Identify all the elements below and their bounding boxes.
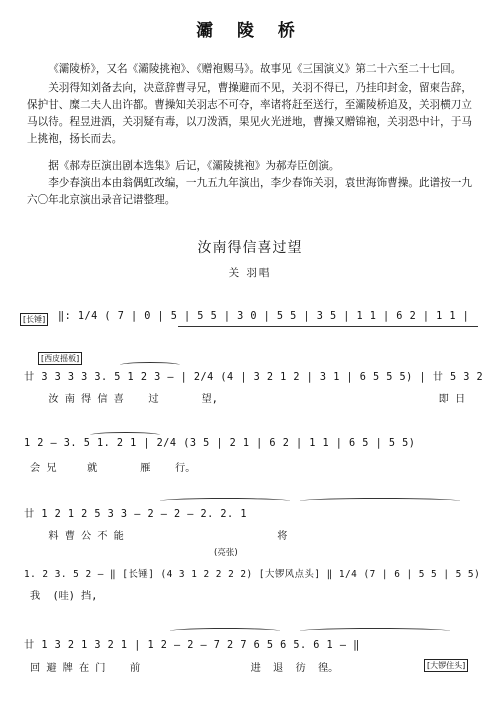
score-line: 1 2 – 3. 5 1. 2 1 | 2/4 (3 5 | 2 1 | 6 2 | 1 1 | 6 5 | 5 5) — [24, 438, 416, 449]
lyric-line: 回 避 牌 在 门 前 进 退 彷 徨。 — [30, 663, 339, 674]
score-line: 廿 3 3 3 3 3. 5 1 2 3 – | 2/4 (4 | 3 2 1 2 | 3 1 | 6 5 5 5) | 廿 5 3 2 — [24, 372, 484, 383]
lyric-line: 我 (哇) 挡, — [30, 591, 98, 602]
score-line: 廿 1 2 1 2 5 3 3 – 2 – 2 – 2. 2. 1 — [24, 509, 247, 520]
score-line: 1. 2 3. 5 2 – ‖ [长锤] (4 3 1 2 2 2 2) [大锣风点头] ‖ 1/4 (7 | 6 | 5 5 | 5 5) — [24, 569, 481, 580]
intro-paragraph: 《灞陵桥》，又名《灞陵挑袍》、《赠袍赐马》。故事见《三国演义》第二十六至二十七回。 — [48, 63, 462, 75]
slur-mark — [300, 628, 450, 634]
intro-paragraph: 关羽得知刘备去向，决意辞曹寻兄，曹操避而不见，关羽不得已，乃挂印封金，留柬告辞，保护甘、糜二夫人出许都。曹操知关羽志不可夺，率诸将赶至送行，至灞陵桥追及，关羽横刀立马以待。程昱进酒，关羽疑有毒，以刀泼酒，果见火光迸地，曹操又赠锦袍，关羽恐中计，于马上挑袍，扬长而去。 — [27, 82, 472, 145]
intro-paragraph: 据《郝寿臣演出剧本选集》后记，《灞陵挑袍》为郝寿臣创演。 — [48, 160, 340, 172]
slur-mark — [300, 498, 460, 504]
lyric-line: 料 曹 公 不 能 将 — [30, 531, 288, 542]
liangzhang-label: (亮张) — [214, 548, 238, 558]
score-line: ‖: 1/4 ( 7 | 0 | 5 | 5 5 | 3 0 | 5 5 | 3 5 | 1 1 | 6 2 | 1 1 | — [58, 311, 470, 322]
lyric-line: 汝 南 得 信 喜 过 望, 即 日 — [30, 394, 466, 405]
intro-paragraph: 李少春演出本由翁偶虹改编，一九五九年演出，李少春饰关羽，袁世海饰曹操。此谱按一九六〇年北京演出录音记谱整理。 — [27, 177, 472, 206]
daluo-zhutou-label: [大锣住头] — [424, 659, 468, 672]
changchui-label: [长锤] — [20, 313, 48, 326]
underline-beam — [178, 326, 478, 327]
page-title: 灞 陵 桥 — [196, 21, 304, 41]
slur-mark — [170, 628, 280, 634]
xipi-yaoban-label: [西皮摇板] — [38, 352, 82, 365]
score-line: 廿 1 3 2 1 3 2 1 | 1 2 – 2 – 7 2 7 6 5 6 5. 6 1 – ‖ — [24, 640, 360, 651]
slur-mark — [90, 432, 160, 438]
slur-mark — [160, 498, 290, 504]
singer-credit: 关 羽唱 — [228, 267, 272, 279]
song-title: 汝南得信喜过望 — [197, 240, 303, 256]
lyric-line: 会 兄 就 雁 行。 — [30, 463, 196, 474]
slur-mark — [120, 362, 180, 368]
